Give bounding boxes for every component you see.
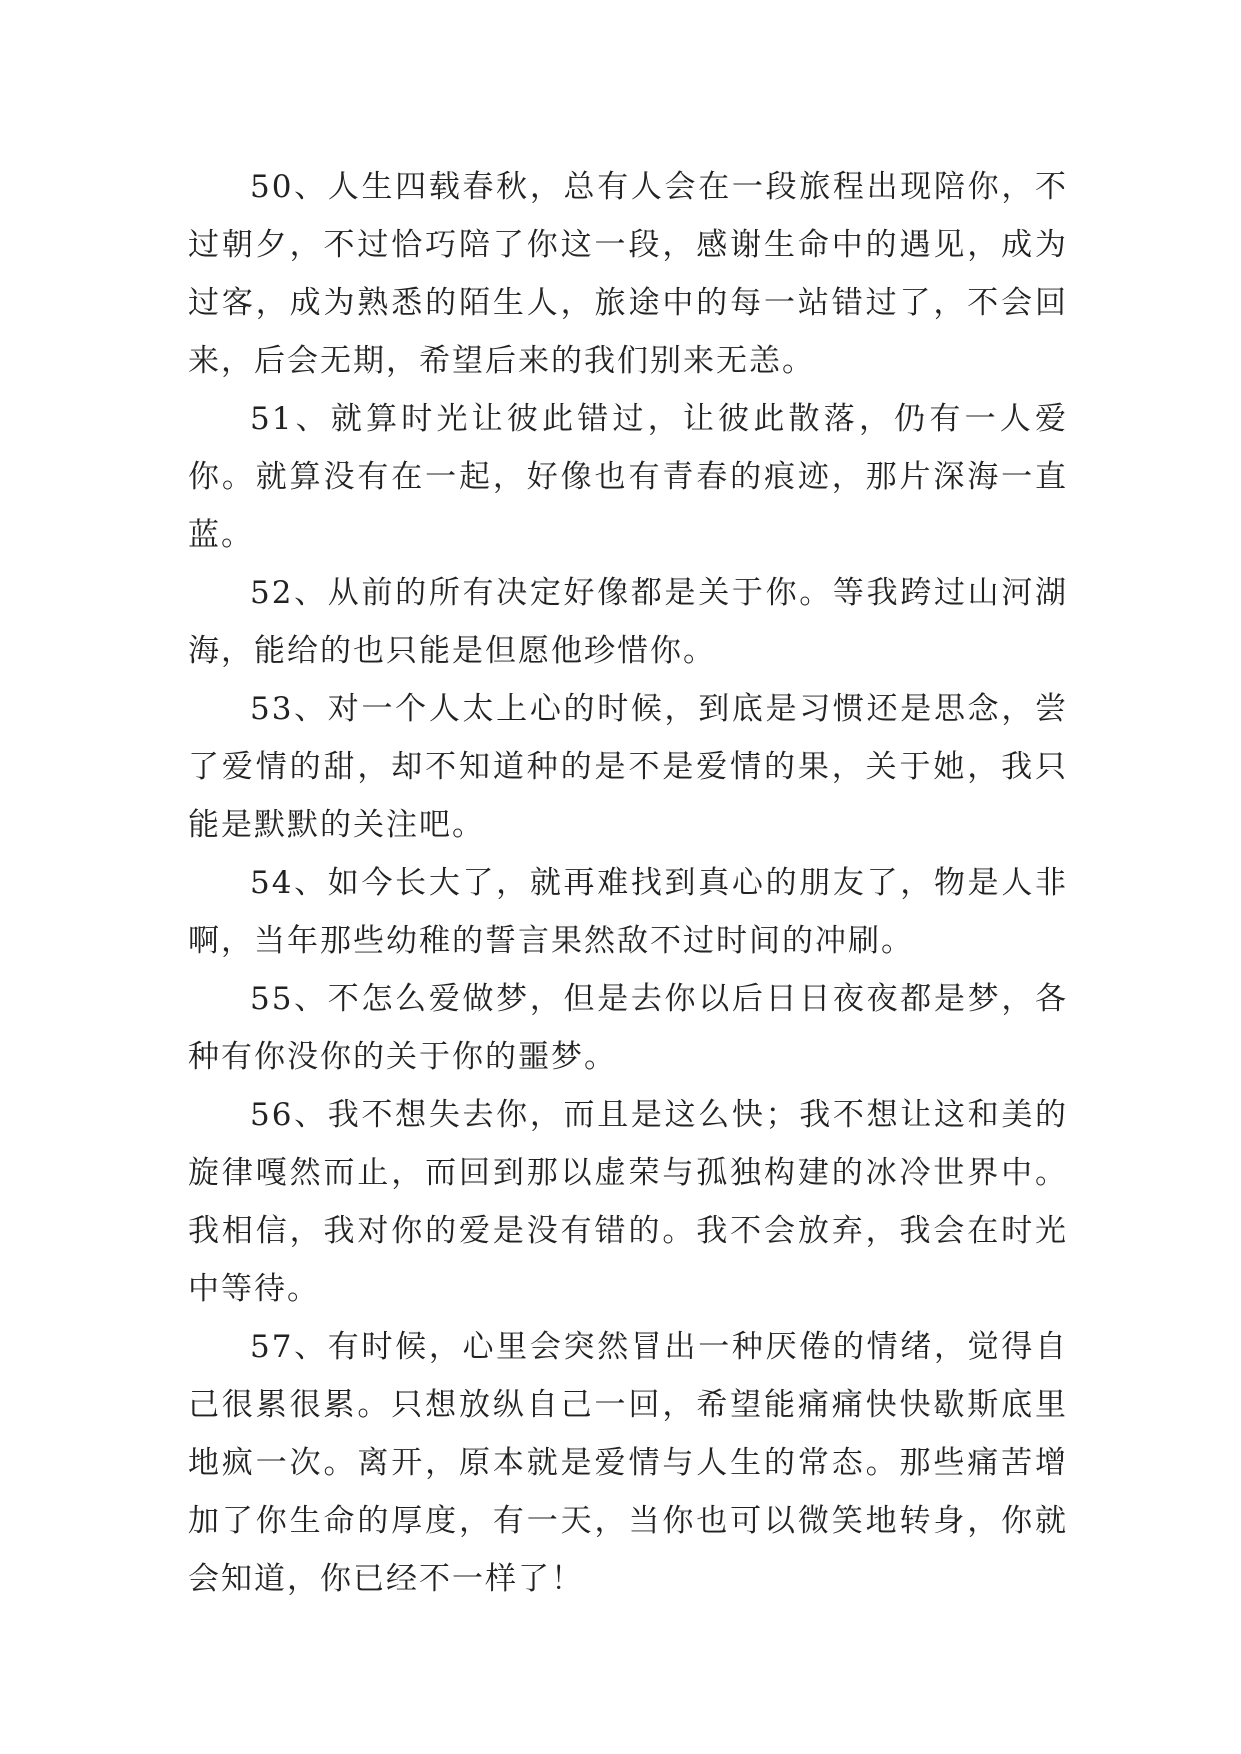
paragraph-52: 52、从前的所有决定好像都是关于你。等我跨过山河湖海，能给的也只能是但愿他珍惜你。 [188, 575, 1068, 669]
paragraph-57: 57、有时候，心里会突然冒出一种厌倦的情绪，觉得自己很累很累。只想放纵自己一回，希望能痛痛快快歇斯底里地疯一次。离开，原本就是爱情与人生的常态。那些痛苦增加了你生命的厚度，有一天，当你也可以微笑地转身，你就会知道，你已经不一样了！ [188, 1329, 1068, 1597]
paragraph-55: 55、不怎么爱做梦，但是去你以后日日夜夜都是梦，各种有你没你的关于你的噩梦。 [188, 981, 1068, 1075]
paragraph-50: 50、人生四载春秋，总有人会在一段旅程出现陪你，不过朝夕，不过恰巧陪了你这一段，感谢生命中的遇见，成为过客，成为熟悉的陌生人，旅途中的每一站错过了，不会回来，后会无期，希望后来的我们别来无恙。 [188, 169, 1068, 379]
document-body [188, 158, 1068, 1608]
paragraph-54: 54、如今长大了，就再难找到真心的朋友了，物是人非啊，当年那些幼稚的誓言果然敌不过时间的冲刷。 [188, 865, 1068, 959]
paragraph-56: 56、我不想失去你，而且是这么快；我不想让这和美的旋律嘎然而止，而回到那以虚荣与孤独构建的冰冷世界中。我相信，我对你的爱是没有错的。我不会放弃，我会在时光中等待。 [188, 1097, 1068, 1307]
paragraph-53: 53、对一个人太上心的时候，到底是习惯还是思念，尝了爱情的甜，却不知道种的是不是爱情的果，关于她，我只能是默默的关注吧。 [188, 691, 1068, 843]
paragraph-51: 51、就算时光让彼此错过，让彼此散落，仍有一人爱你。就算没有在一起，好像也有青春的痕迹，那片深海一直蓝。 [188, 401, 1068, 553]
